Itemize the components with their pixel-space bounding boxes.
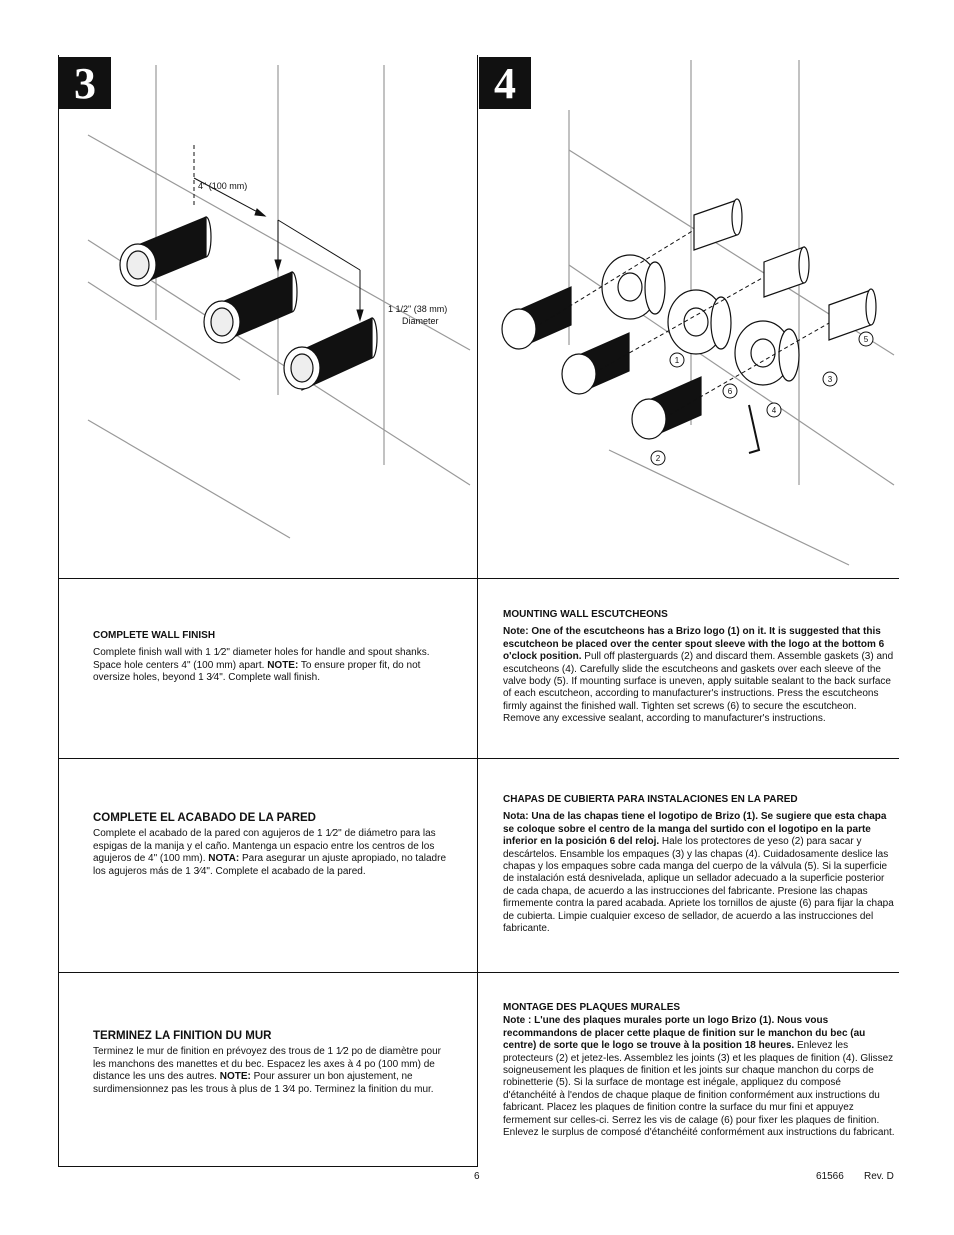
section-body: Note: One of the escutcheons has a Brizo logo (1) on it. It is suggested that this escutcheon be placed over the center spout sleeve with the logo at the bottom 6 o'clock position. Pull off plasterguards (2) and discard them. Assemble gaskets (3) and escutcheons (4). Carefully slide the escutcheons and gaskets over each sleeve of the valve body (5). If mounting surface is uneven, apply suitable sealant to the back surface of each escutcheon, according to manufacturer's instructions. Press the escutcheons firmly against the finished wall. Tighten set screws (6) to secure the escutcheon. Remove any excessive sealant, according to manufacturer's instructions.: [503, 626, 894, 725]
valve-sleeve-right: [284, 318, 377, 390]
section-heading: CHAPAS DE CUBIERTA PARA INSTALACIONES EN LA PARED: [503, 794, 798, 805]
svg-text:1: 1: [674, 356, 680, 365]
spacing-label: 4" (100 mm): [198, 181, 248, 191]
diameter-label: 1 1/2" (38 mm): [388, 304, 448, 314]
chapas-de-cubierta-es: [503, 794, 896, 935]
step-4-badge: 4: [479, 57, 531, 109]
column-divider: [477, 55, 478, 1167]
complete-wall-finish-en: [93, 630, 453, 685]
complete-el-acabado-es: [93, 812, 453, 878]
terminez-la-finition-fr: [93, 1030, 453, 1096]
svg-text:6: 6: [727, 387, 733, 396]
section-body: Complete finish wall with 1 1⁄2" diameter holes for handle and spout shanks. Space hole centers 4" (100 mm) apart. NOTE: To ensure proper fit, do not oversize holes, beyond 1 3⁄4". Complete wall finish.: [93, 647, 430, 684]
row-divider-1: [58, 578, 899, 579]
section-body: Note : L'une des plaques murales porte un logo Brizo (1). Nous vous recommandons de placer cette plaque de finition sur le manchon du bec (au centre) de sorte que le logo se trouve à la position 18 heures. Enlevez les protecteurs (2) et jetez-les. Assemblez les joints (3) et les plaques de finition (4). Glissez soigneusement les plaques de finition et les joints sur chaque manchon du corps de robinetterie (5). Si la surface de montage est inégale, appliquez du composé d'étanchéité à l'endos de chaque plaque de finition conformément aux instructions du fabricant. Placez les plaques de finition contre la surface du mur fini et appuyez fermement sur celles-ci. Serrez les vis de calage (6) pour fixer les plaques de finition. Enlevez le surplus de composé d'étanchéité conformément aux instructions du fabricant.: [503, 1015, 895, 1139]
valve-sleeve-left: [120, 217, 211, 286]
bottom-border: [58, 1166, 478, 1167]
row-divider-3: [58, 972, 899, 973]
mounting-wall-escutcheons-en: [503, 609, 896, 726]
callout-3: [823, 372, 837, 386]
section-body: Nota: Una de las chapas tiene el logotipo de Brizo (1). Se sugiere que esta chapa se coloque sobre el centro de la manga del surtido con el logotipo en la parte inferior en la posición 6 del reloj. Hale los protectores de yeso (2) para sacar y descártelos. Ensamble los empaques (3) y las chapas (4). Cuidadosamente deslice las chapas y los empaques sobre cada manga del cuerpo de la válvula (5). Si la superficie de instalación está desnivelada, aplique un sellador adecuado a la superficie posterior de cada chapa, de acuerdo a las instrucciones del fabricante. Presione las chapas firmemente contra la pared acabada. Apriete los tornillos de ajuste (6) para fijar la chapa de cubierta. Limpie cualquier exceso de sellador, de acuerdo a las instrucciones del fabricante.: [503, 811, 894, 935]
document-number: 61566: [816, 1171, 844, 1182]
row-divider-2: [58, 758, 899, 759]
svg-text:4: 4: [771, 406, 777, 415]
revision-label: Rev. D: [864, 1171, 894, 1182]
svg-text:2: 2: [655, 454, 661, 463]
callout-4: [767, 403, 781, 417]
valve-sleeve-center: [204, 272, 297, 343]
section-heading: COMPLETE EL ACABADO DE LA PARED: [93, 812, 316, 824]
step-4-illustration: [479, 55, 899, 575]
section-heading: COMPLETE WALL FINISH: [93, 630, 216, 641]
svg-text:3: 3: [827, 375, 833, 384]
page-number: 6: [474, 1171, 480, 1182]
step-3-illustration: [60, 60, 476, 578]
section-heading: TERMINEZ LA FINITION DU MUR: [93, 1030, 272, 1042]
callout-6: [723, 384, 737, 398]
callout-2: [651, 451, 665, 465]
step-3-badge: 3: [59, 57, 111, 109]
callout-1: [670, 353, 684, 367]
section-heading: MONTAGE DES PLAQUES MURALES: [503, 1002, 681, 1013]
section-heading: MOUNTING WALL ESCUTCHEONS: [503, 609, 668, 620]
section-body: Complete el acabado de la pared con agujeros de 1 1⁄2" de diámetro para las espigas de la manija y el caño. Mantenga un espacio entre los centros de los agujeros de 4" (100 mm). NOTA: Para asegurar un ajuste apropiado, no taladre los agujeros más de 1 3⁄4". Complete el acabado de la pared.: [93, 828, 447, 877]
svg-text:5: 5: [863, 335, 869, 344]
section-body: Terminez le mur de finition en prévoyez des trous de 1 1⁄2 po de diamètre pour les manchons des manettes et du bec. Espacez les axes à 4 po (100 mm) de distance les uns des autres. NOTE: Pour assurer un bon ajustement, ne surdimensionnez pas les trous à plus de 1 3⁄4 po. Terminez la finition du mur.: [93, 1046, 441, 1095]
diameter-label-2: Diameter: [402, 316, 439, 326]
left-border: [58, 55, 59, 1167]
montage-des-plaques-fr: [503, 1002, 896, 1139]
callout-5: [859, 332, 873, 346]
